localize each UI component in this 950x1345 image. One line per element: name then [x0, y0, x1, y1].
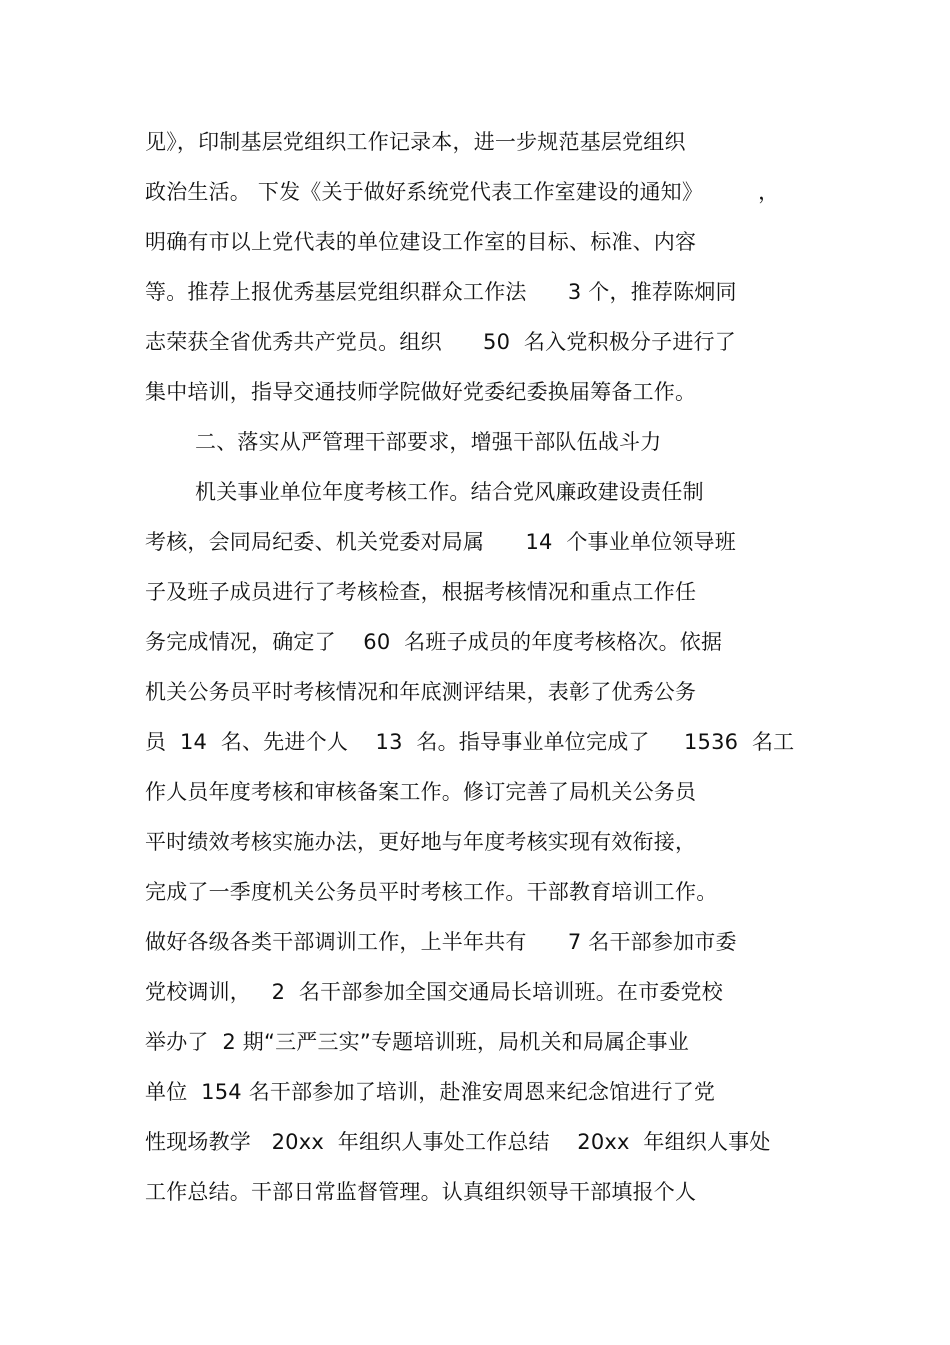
text-line: 政治生活。 下发《关于做好系统党代表工作室建设的通知》 ，: [145, 180, 780, 204]
text-line: 单位 154 名干部参加了培训，赴淮安周恩来纪念馆进行了党: [145, 1080, 716, 1104]
text-line: 机关事业单位年度考核工作。结合党风廉政建设责任制: [195, 480, 704, 504]
text-line: 工作总结。干部日常监督管理。认真组织领导干部填报个人: [145, 1180, 697, 1204]
text-line: 作人员年度考核和审核备案工作。修订完善了局机关公务员: [145, 780, 697, 804]
text-line: 志荣获全省优秀共产党员。组织 50 名入党积极分子进行了: [145, 330, 736, 354]
text-line: 机关公务员平时考核情况和年底测评结果，表彰了优秀公务: [145, 680, 697, 704]
text-line: 性现场教学 20xx 年组织人事处工作总结 20xx 年组织人事处: [145, 1130, 771, 1154]
text-line: 务完成情况，确定了 60 名班子成员的年度考核格次。依据: [145, 630, 723, 654]
text-line: 完成了一季度机关公务员平时考核工作。干部教育培训工作。: [145, 880, 718, 904]
text-line: 明确有市以上党代表的单位建设工作室的目标、标准、内容: [145, 230, 697, 254]
text-line: 员 14 名、先进个人 13 名。指导事业单位完成了 1536 名工: [145, 730, 795, 754]
text-line: 子及班子成员进行了考核检查，根据考核情况和重点工作任: [145, 580, 697, 604]
text-line: 平时绩效考核实施办法，更好地与年度考核实现有效衔接，: [145, 830, 697, 854]
text-line: 党校调训， 2 名干部参加全国交通局长培训班。在市委党校: [145, 980, 723, 1004]
text-line: 见》，印制基层党组织工作记录本，进一步规范基层党组织: [145, 130, 686, 154]
text-line: 等。推荐上报优秀基层党组织群众工作法 3 个，推荐陈炯同: [145, 280, 737, 304]
section-heading: 二、落实从严管理干部要求，增强干部队伍战斗力: [195, 430, 662, 454]
text-line: 举办了 2 期“三严三实”专题培训班，局机关和局属企事业: [145, 1030, 689, 1054]
text-line: 集中培训，指导交通技师学院做好党委纪委换届筹备工作。: [145, 380, 697, 404]
text-line: 考核，会同局纪委、机关党委对局属 14 个事业单位领导班: [145, 530, 736, 554]
text-line: 做好各级各类干部调训工作，上半年共有 7 名干部参加市委: [145, 930, 737, 954]
